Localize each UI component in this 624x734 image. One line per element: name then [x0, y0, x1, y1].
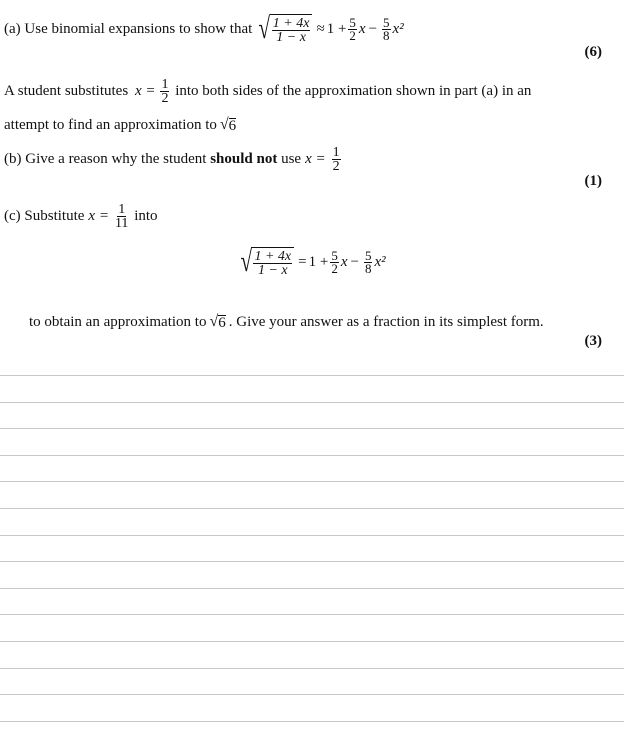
fraction: $\frac{5}{8}$: [364, 247, 372, 276]
var-x: x: [340, 253, 348, 270]
fraction: $\frac{5}{8}$: [383, 14, 390, 43]
part-b-text: Give a reason why the student: [25, 151, 207, 167]
answer-line[interactable]: [0, 641, 624, 642]
var-x: x: [358, 20, 366, 37]
part-b-marks: (1): [584, 173, 602, 189]
answer-line[interactable]: [0, 481, 624, 482]
part-b-text: use: [281, 151, 302, 167]
intro-line-1: [4, 78, 531, 105]
minus: −: [368, 20, 378, 37]
equals-sign: =: [298, 253, 307, 270]
answer-line[interactable]: [0, 721, 624, 722]
sqrt-6: √ 6: [209, 313, 226, 331]
x-equals: x =: [134, 83, 156, 99]
var-x-squared: x²: [392, 20, 404, 37]
intro-text: A student substitutes: [4, 83, 129, 99]
intro-text: attempt to find an approximation to: [4, 116, 217, 133]
answer-line[interactable]: [0, 535, 624, 536]
denominator: 1 − x: [257, 262, 288, 278]
fraction: $\frac{5}{2}$: [331, 247, 338, 276]
part-c-marks: (3): [584, 333, 602, 349]
part-c-text: Substitute: [24, 208, 85, 224]
part-c-text: into: [134, 208, 158, 224]
numerator: 1 + 4x: [272, 15, 310, 31]
answer-line[interactable]: [0, 614, 624, 615]
intro-line-2: [4, 116, 239, 134]
part-c-label: (c): [4, 208, 21, 224]
part-c-text: . Give your answer as a fraction in its simplest form.: [228, 313, 544, 330]
part-b-label: (b): [4, 151, 22, 167]
part-c-question: [4, 203, 158, 230]
x-equals: x =: [88, 208, 109, 224]
part-c-equation: [234, 247, 386, 277]
var-x-squared: x²: [374, 253, 386, 270]
part-a-text: Use binomial expansions to show that: [24, 20, 253, 37]
answer-line[interactable]: [0, 588, 624, 589]
part-a-label: (a): [4, 20, 21, 37]
term-one: 1 +: [326, 20, 347, 37]
answer-line[interactable]: [0, 561, 624, 562]
sqrt-6: √ 6: [219, 116, 237, 134]
emphasis: should not: [210, 151, 278, 167]
answer-line[interactable]: [0, 455, 624, 456]
part-a-marks: (6): [584, 44, 602, 60]
square-root: √ $\frac{1 + 4x}{1 - x}$: [238, 247, 294, 277]
square-root: √ $\frac{1 + 4x}{1 - x}$: [256, 14, 312, 44]
intro-text: into both sides of the approximation shown in part (a) in an: [175, 83, 532, 99]
answer-line[interactable]: [0, 694, 624, 695]
minus: −: [350, 253, 359, 270]
answer-line[interactable]: [0, 428, 624, 429]
answer-line[interactable]: [0, 375, 624, 376]
fraction: $\frac{5}{2}$: [349, 14, 356, 43]
answer-line[interactable]: [0, 402, 624, 403]
answer-line[interactable]: [0, 668, 624, 669]
x-equals: x =: [305, 151, 326, 167]
denominator: 1 − x: [276, 29, 306, 45]
answer-line[interactable]: [0, 508, 624, 509]
fraction-eleventh: $\frac{1}{11}$: [114, 202, 129, 231]
fraction-half: $\frac{1}{2}$: [332, 145, 340, 174]
part-c-instruction: [29, 313, 544, 331]
part-b-question: [4, 146, 343, 173]
part-c-text: to obtain an approximation to: [29, 313, 207, 330]
term-one: 1 +: [308, 253, 329, 270]
fraction-half: $\frac{1}{2}$: [161, 77, 169, 106]
part-a-question: [4, 14, 404, 44]
numerator: 1 + 4x: [254, 248, 292, 264]
approx-sign: ≈: [316, 20, 325, 37]
